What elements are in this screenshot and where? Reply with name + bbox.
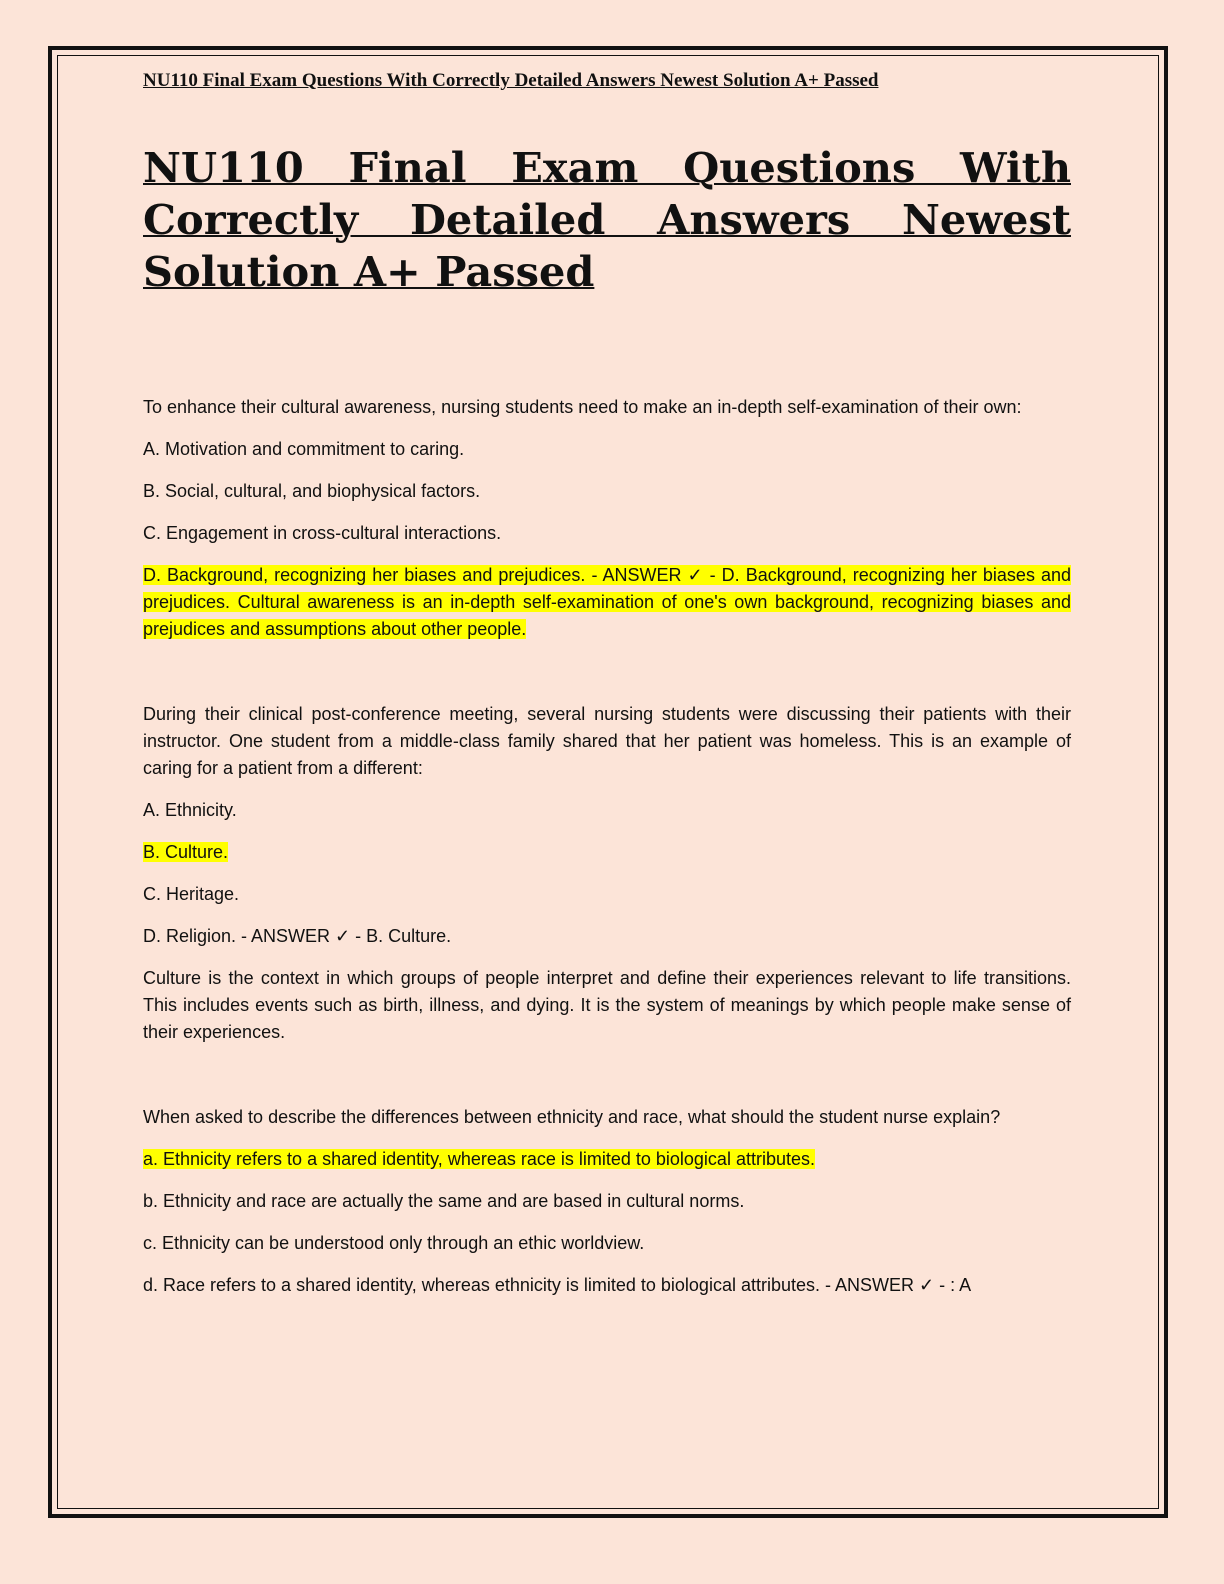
document-title-text: NU110 Final Exam Questions With Correctly Detailed Answers Newest Solution A+ Passed [143, 143, 1071, 296]
question-2-option-d: D. Religion. - ANSWER ✓ - B. Culture. [143, 926, 452, 946]
question-2-option-b [143, 839, 1071, 866]
question-2-option-b-highlight: B. Culture. [143, 842, 229, 862]
question-1-answer [143, 562, 1071, 643]
question-3-option-a-highlight: a. Ethnicity refers to a shared identity, whereas race is limited to biological attributes. [143, 1149, 815, 1169]
question-3-stem: When asked to describe the differences between ethnicity and race, what should the student nurse explain? [143, 1107, 1001, 1127]
question-1-option-b: B. Social, cultural, and biophysical factors. [143, 481, 481, 501]
question-2-option-a: A. Ethnicity. [143, 800, 237, 820]
question-2-stem: During their clinical post-conference meeting, several nursing students were discussing their patients with their instructor. One student from a middle-class family shared that her patient was homeless. This is an example of caring for a patient from a different: [143, 704, 1071, 778]
question-2-explanation: Culture is the context in which groups of people interpret and define their experiences relevant to life transitions. This includes events such as birth, illness, and dying. It is the system of meanings by which people make sense of their experiences. [143, 968, 1071, 1042]
document-body [143, 70, 1071, 1314]
question-3-option-b: b. Ethnicity and race are actually the same and are based in cultural norms. [143, 1191, 745, 1211]
question-2-option-c: C. Heritage. [143, 884, 240, 904]
question-1-stem: To enhance their cultural awareness, nursing students need to make an in-depth self-examination of their own: [143, 397, 1022, 417]
question-1-option-a: A. Motivation and commitment to caring. [143, 439, 465, 459]
question-1 [143, 394, 1071, 643]
question-1-option-c: C. Engagement in cross-cultural interactions. [143, 523, 502, 543]
question-3 [143, 1104, 1071, 1299]
question-3-option-a [143, 1146, 1071, 1173]
question-3-option-c: c. Ethnicity can be understood only through an ethic worldview. [143, 1233, 645, 1253]
document-title [143, 142, 1071, 298]
question-1-answer-highlight: D. Background, recognizing her biases and prejudices. - ANSWER ✓ - D. Background, recognizing her biases and prejudices. Cultural awareness is an in-depth self-examination of one's own background, recognizing biases and prejudices and assumptions about other people. [143, 565, 1071, 639]
running-header: NU110 Final Exam Questions With Correctly Detailed Answers Newest Solution A+ Passed [143, 70, 879, 91]
question-3-option-d: d. Race refers to a shared identity, whereas ethnicity is limited to biological attributes. - ANSWER ✓ - : A [143, 1275, 972, 1295]
question-2 [143, 701, 1071, 1046]
